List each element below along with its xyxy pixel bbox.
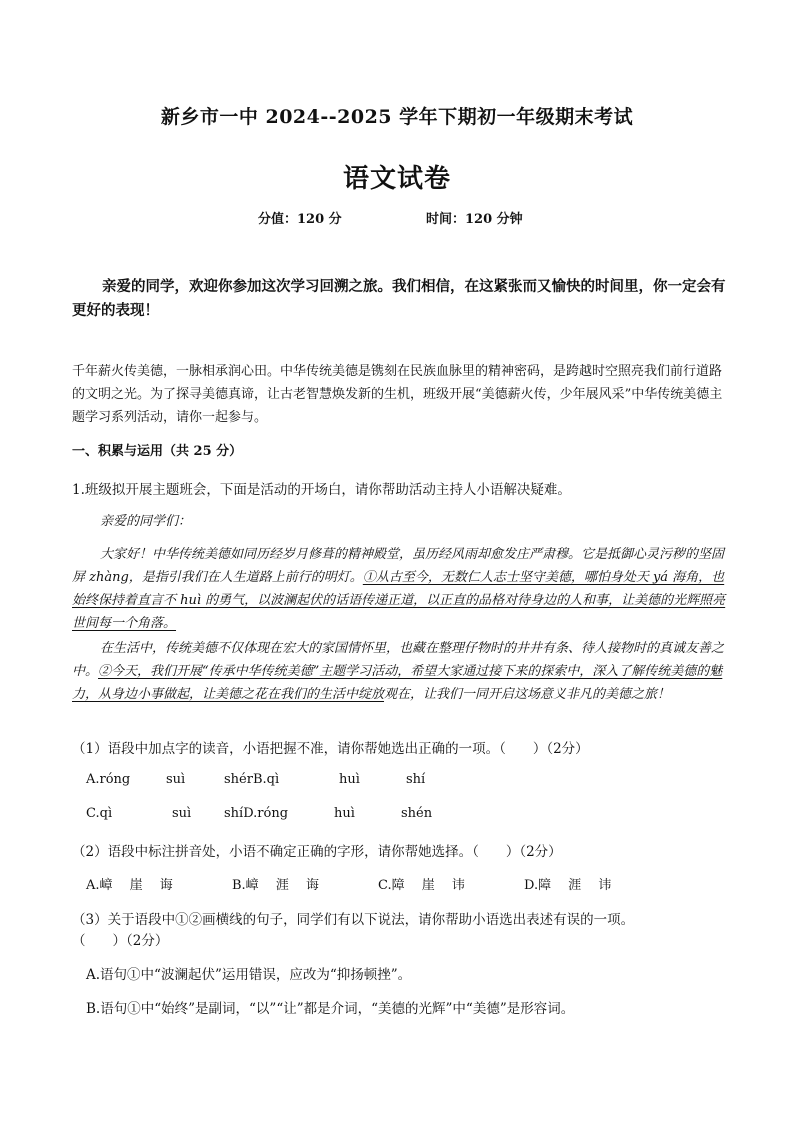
passage-paragraph-2 xyxy=(72,637,732,706)
exam-subject: 语文试卷 xyxy=(342,164,451,194)
option-b: B.嶂 涯 诲 xyxy=(232,878,319,893)
underlined-sentence-1: ①从古至今，无数仁人志士坚守美德，哪怕身处天 yá 海角，也始终保持着直言不 huì 的勇气，以波澜起伏的话语传递正道，以正直的品格对待身边的人和事，让美德的光辉照亮世间每一个角落。 xyxy=(72,570,726,631)
subquestion-1-stem: （1）语段中加点字的读音，小语把握不准，请你帮她选出正确的一项。（ ）（2分） xyxy=(72,741,589,757)
subquestion-3-option-a: A.语句①中“波澜起伏”运用错误，应改为“抑扬顿挫”。 xyxy=(86,967,412,983)
option-text: shén xyxy=(401,806,433,821)
passage-greeting: 亲爱的同学们： xyxy=(100,514,192,529)
passage-p2-end: 观在，让我们一同开启这场意义非凡的美德之旅！ xyxy=(384,687,671,702)
section-heading: 一、积累与运用（共 25 分） xyxy=(72,444,243,459)
option-a: A.嶂 崖 诲 xyxy=(86,878,173,893)
option-text: shí xyxy=(406,772,426,787)
subquestion-3-stem-end: （ ）（2分） xyxy=(72,933,169,949)
intro-text: 亲爱的同学，欢迎你参加这次学习回溯之旅。我们相信，在这紧张而又愉快的时间里，你一定会有更好的表现！ xyxy=(72,278,726,319)
exam-title: 新乡市一中 2024--2025 学年下期初一年级期末考试 xyxy=(160,106,634,128)
subquestion-2-stem: （2）语段中标注拼音处，小语不确定正确的字形，请你帮她选择。（ ）（2分） xyxy=(72,844,562,860)
option-text: A.róng xyxy=(86,772,131,787)
subquestion-1-row-c xyxy=(86,806,432,821)
option-text: shérB.qì xyxy=(224,772,280,787)
question-1: 1.班级拟开展主题班会，下面是活动的开场白，请你帮助活动主持人小语解决疑难。 xyxy=(72,482,571,498)
option-text: suì xyxy=(172,806,192,821)
passage-paragraph-1 xyxy=(72,543,732,635)
subquestion-3-option-b: B.语句①中“始终”是副词，“以”“让”都是介词，“美德的光辉”中“美德”是形容词。 xyxy=(86,1001,575,1017)
subquestion-2-options xyxy=(86,874,611,893)
underlined-sentence-2: ②今天，我们开展“传承中华传统美德”主题学习活动，希望大家通过接下来的探索中，深入了解传统美德的魅力，从身边小事做起，让美德之花在我们的生活中绽放 xyxy=(72,664,723,702)
passage-p1-plain: 大家好！中华传统美德如同历经岁月修葺的精神殿堂，虽历经风雨却愈发庄严肃穆。它是抵御心灵污秽的坚固屏 zhàng，是指引我们在人生道路上前行的明灯。 xyxy=(72,547,725,585)
option-text: huì xyxy=(339,772,360,787)
option-c: C.障 崖 讳 xyxy=(378,878,465,893)
option-d: D.障 涯 讳 xyxy=(524,878,612,893)
option-text: suì xyxy=(166,772,186,787)
background-paragraph: 千年薪火传美德，一脉相承润心田。中华传统美德是镌刻在民族血脉里的精神密码，是跨越时空照亮我们前行道路的文明之光。为了探寻美德真谛，让古老智慧焕发新的生机，班级开展“美德薪火传，少年展风采”中华传统美德主题学习系列活动，请你一起参与。 xyxy=(72,364,723,425)
option-text: shíD.róng xyxy=(224,806,289,821)
subquestion-3-stem: （3）关于语段中①②画横线的句子，同学们有以下说法，请你帮助小语选出表述有误的一项。 xyxy=(72,912,635,928)
option-text: huì xyxy=(334,806,355,821)
score-label: 分值：120 分 xyxy=(258,212,342,227)
passage-p2-plain: 在生活中，传统美德不仅体现在宏大的家国情怀里，也藏在整理仔物时的井井有条、待人接物时的真诚友善之中。 xyxy=(72,641,725,679)
option-text: C.qì xyxy=(86,806,113,821)
subquestion-1-row-a xyxy=(86,772,425,787)
time-label: 时间：120 分钟 xyxy=(426,212,523,227)
